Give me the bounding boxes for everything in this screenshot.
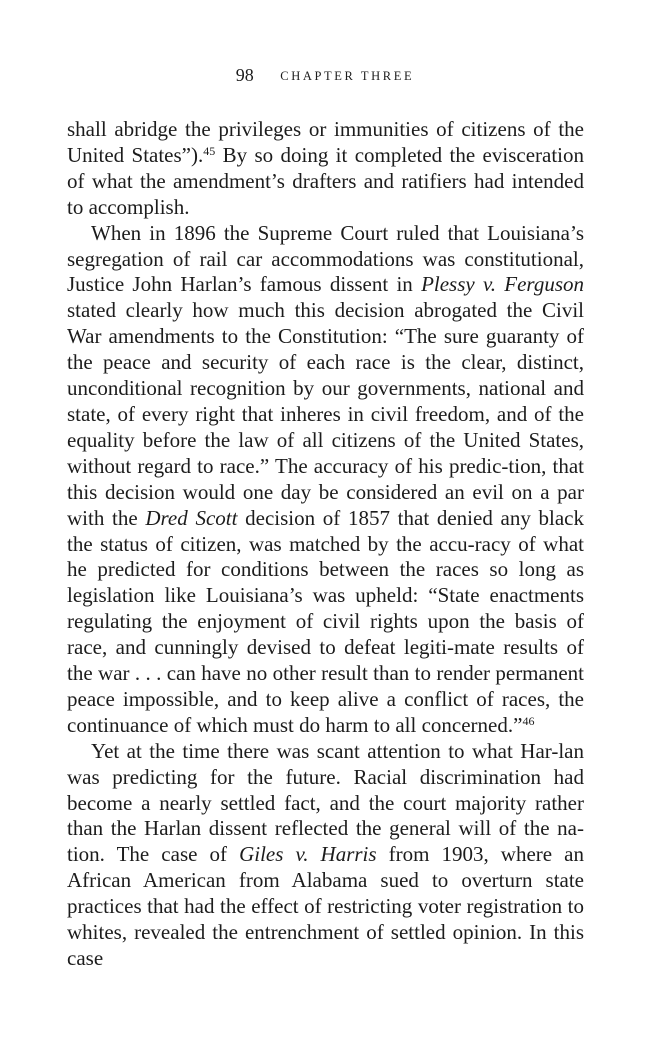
paragraph-3-text-a: Yet at the time there was scant attention to what Har-lan was predicting for the future. Racial discrimination had become a nearly settled fact, and the court majority rather than the Harlan dissent reflected the general will of the na-tion. The case of: [67, 738, 584, 867]
paragraph-1: [67, 117, 584, 221]
paragraph-2-text-b: stated clearly how much this decision abrogated the Civil War amendments to the Constitution: “The sure guaranty of the peace and security of each race is the clear, distinct, unconditional recognition by our governments, national and state, of every right that inheres in civil freedom, and of the equality before the law of all citizens of the United States, without regard to race.” The accuracy of his predic-tion, that this decision would one day be considered an evil on a par with the: [67, 298, 584, 530]
paragraph-2-text-c: decision of 1857 that denied any black the status of citizen, was matched by the accu-racy of what he predicted for conditions between the races so long as legislation like Louisiana’s was upheld: “State enactments regulating the enjoyment of civil rights upon the basis of race, and cunningly devised to defeat legiti-mate results of the war . . . can have no other result than to render permanent peace impossible, and to keep alive a conflict of races, the continuance of which must do harm to all concerned.”: [67, 505, 584, 737]
case-name-dred-scott: Dred Scott: [145, 505, 238, 530]
case-name-plessy: Plessy v. Ferguson: [421, 272, 584, 297]
paragraph-1-text-b: By so doing it completed the evisceration of what the amendment’s drafters and ratifiers had intended to accomplish.: [67, 142, 584, 219]
footnote-ref-45: 45: [203, 143, 216, 158]
footnote-ref-46: 46: [522, 713, 535, 728]
paragraph-2-text-a: When in 1896 the Supreme Court ruled that Louisiana’s segregation of rail car accommodations was constitutional, Justice John Harlan’s famous dissent in: [67, 220, 584, 297]
case-name-giles: Giles v. Harris: [239, 842, 377, 867]
page-number: 98: [235, 65, 254, 85]
chapter-title: CHAPTER THREE: [280, 69, 415, 83]
body-text: [67, 117, 584, 972]
paragraph-3-text-b: from 1903, where an African American from Alabama sued to overturn state practices that had the effect of restricting voter registration to whites, revealed the entrenchment of settled opinion. In this case: [67, 842, 584, 970]
running-head: [0, 64, 650, 87]
paragraph-3: [67, 739, 584, 972]
paragraph-2: [67, 221, 584, 739]
paragraph-1-text-a: shall abridge the privileges or immunities of citizens of the United States”).: [67, 117, 584, 167]
